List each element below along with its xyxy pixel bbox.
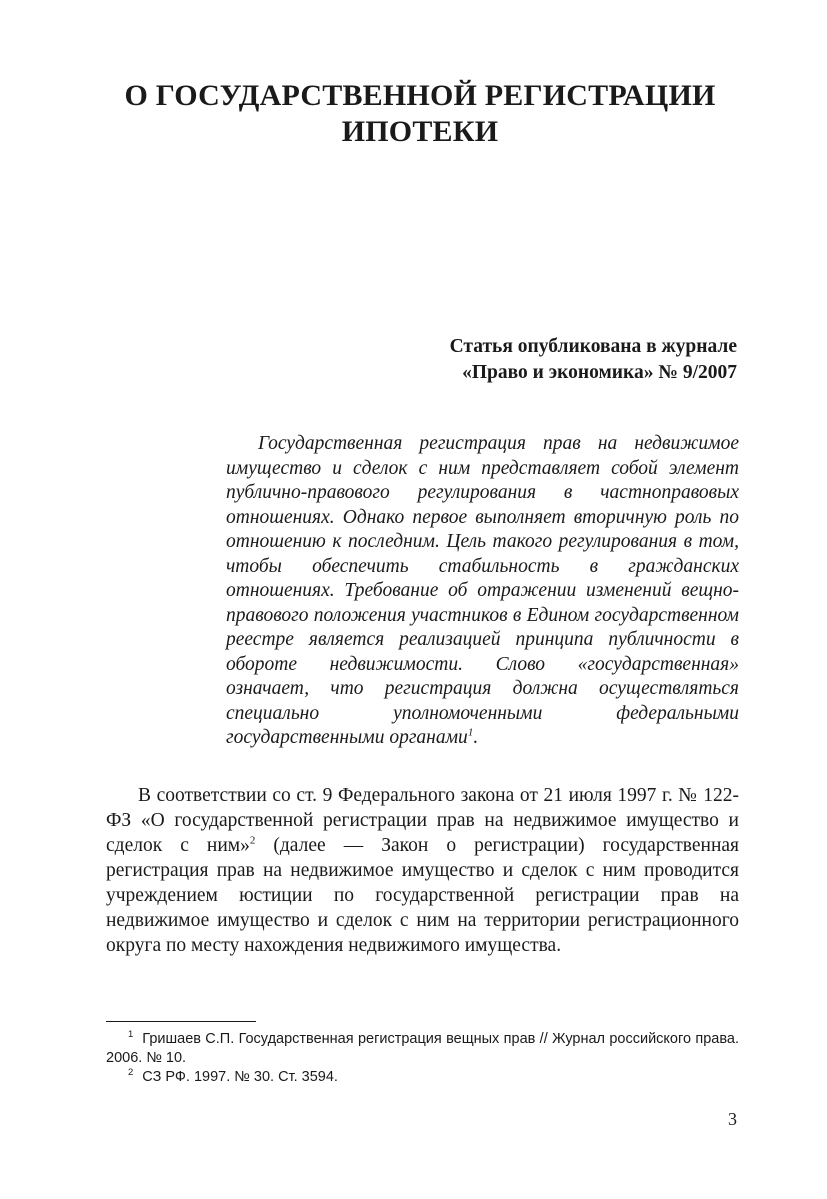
footnote-text: СЗ РФ. 1997. № 30. Ст. 3594. — [142, 1069, 338, 1085]
article-title — [100, 78, 740, 150]
abstract-end: . — [473, 727, 479, 748]
footnote-ref-1: 1 — [467, 726, 474, 739]
title-line-2: ИПОТЕКИ — [341, 115, 499, 148]
source-line-2: «Право и экономика» № 9/2007 — [462, 362, 737, 383]
body-text-part-2: (далее — Закон о регистрации) государственная регистрация прав на недвижимое имущество и сделок с ним проводится учреждением юстиции по государственной регистрации прав на недвижимое имущество и сделок с ним на территории регистрационного округа по месту нахождения недвижимого имущества. — [106, 835, 739, 956]
footnotes — [106, 1030, 739, 1087]
footnote-2 — [106, 1068, 739, 1087]
source-line-1: Статья опубликована в журнале — [449, 336, 737, 357]
footnote-text: Гришаев С.П. Государственная регистрация вещных прав // Журнал российского права. 2006. № 10. — [106, 1031, 739, 1066]
title-line-1: О ГОСУДАРСТВЕННОЙ РЕГИСТРАЦИИ — [124, 79, 716, 112]
footnote-divider — [106, 1021, 256, 1022]
footnote-ref-2: 2 — [249, 834, 256, 847]
footnote-number: 1 — [128, 1029, 134, 1041]
body-text-part-1: В соответствии со ст. 9 Федерального закона от 21 июля 1997 г. № 122-ФЗ «О государственной регистрации прав на недвижимое имущество и сделок с ним» — [106, 785, 739, 856]
page-number: 3 — [728, 1109, 737, 1129]
body-paragraph — [106, 783, 739, 958]
abstract-text: Государственная регистрация прав на недвижимое имущество и сделок с ним представляет собой элемент публично-правового регулирования в частноправовых отношениях. Однако первое выполняет вторичную роль по отношению к последним. Цель такого регулирования в том, чтобы обеспечить стабильность в гражданских отношениях. Требование об отражении изменений вещно-правового положения участников в Едином государственном реестре является реализацией принципа публичности в обороте недвижимости. Слово «государственная» означает, что регистрация должна осуществляться специально уполномоченными федеральными государственными органами — [226, 433, 739, 748]
publication-source — [450, 334, 737, 386]
abstract-paragraph — [226, 432, 739, 751]
footnote-number: 2 — [128, 1067, 134, 1079]
footnote-1 — [106, 1030, 739, 1068]
